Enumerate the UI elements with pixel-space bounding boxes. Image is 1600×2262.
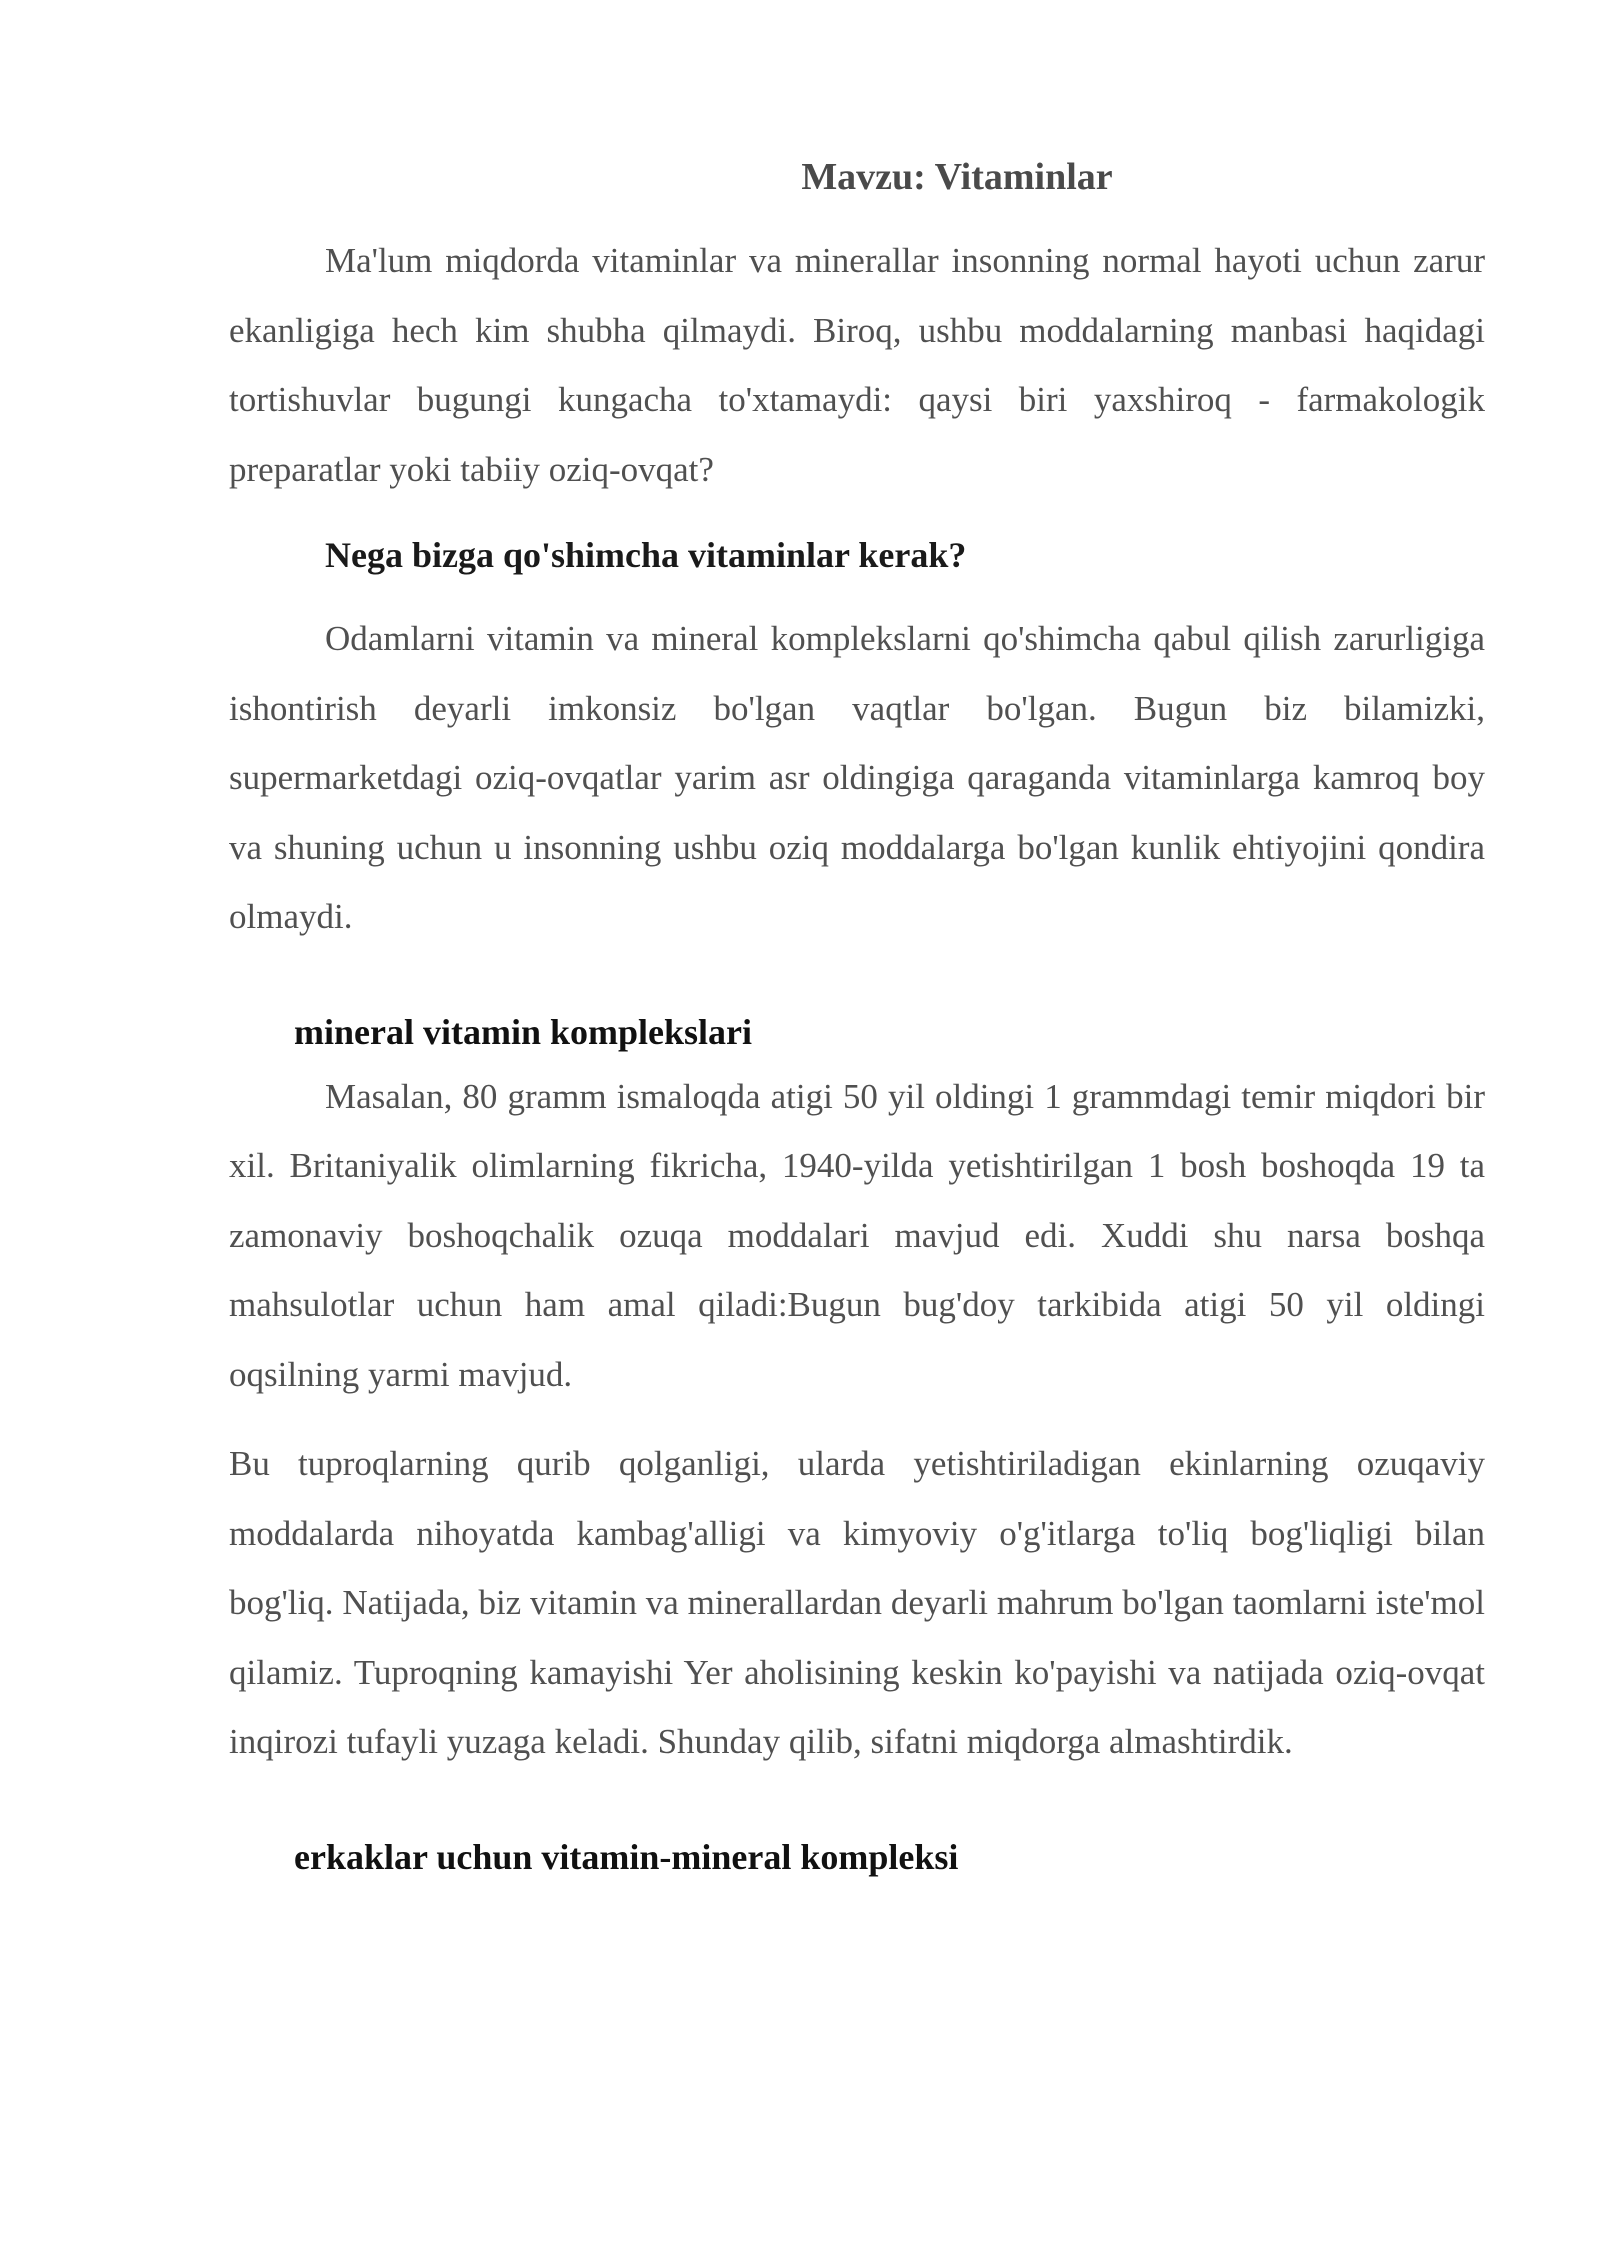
spacer bbox=[229, 952, 1485, 1002]
spacer bbox=[229, 504, 1485, 512]
page-title: Mavzu: Vitaminlar bbox=[801, 156, 1113, 198]
heading-men-complex: erkaklar uchun vitamin-mineral kompleksi bbox=[294, 1836, 959, 1877]
spacer bbox=[229, 1777, 1485, 1827]
paragraph-soil: Bu tuproqlarning qurib qolganligi, ularda yetishtiriladigan ekinlarning ozuqaviy moddalarda nihoyatda kambag'alligi va kimyoviy o'g'itlarga to'liq bog'liqligi bilan bog'liq. Natijada, biz vitamin va minerallardan deyarli mahrum bo'lgan taomlarni iste'mol qilamiz. Tuproqning kamayishi Yer aholisining keskin ko'payishi va natijada oziq-ovqat inqirozi tufayli yuzaga keladi. Shunday qilib, sifatni miqdorga almashtirdik. bbox=[229, 1444, 1485, 1761]
paragraph-example: Masalan, 80 gramm ismaloqda atigi 50 yil oldingi 1 grammdagi temir miqdori bir xil. Britaniyalik olimlarning fikricha, 1940-yilda yetishtirilgan 1 bosh boshoqda 19 ta zamonaviy boshoqchalik ozuqa moddalari mavjud edi. Xuddi shu narsa boshqa mahsulotlar uchun ham amal qiladi:Bugun bug'doy tarkibida atigi 50 yil oldingi oqsilning yarmi mavjud. bbox=[229, 1076, 1485, 1394]
heading-mineral-complexes: mineral vitamin komplekslari bbox=[294, 1011, 752, 1052]
paragraph-supplements: Odamlarni vitamin va mineral komplekslarni qo'shimcha qabul qilish zarurligiga ishontirish deyarli imkonsiz bo'lgan vaqtlar bo'lgan. Bugun biz bilamizki, supermarketdagi oziq-ovqatlar yarim asr oldingiga qaraganda vitaminlarga kamroq boy va shuning uchun u insonning ushbu oziq moddalarga bo'lgan kunlik ehtiyojini qondira olmaydi. bbox=[229, 619, 1485, 936]
spacer bbox=[229, 586, 1485, 604]
paragraph-intro: Ma'lum miqdorda vitaminlar va minerallar insonning normal hayoti uchun zarur ekanligiga hech kim shubha qilmaydi. Biroq, ushbu moddalarning manbasi haqidagi tortishuvlar bugungi kungacha to'xtamaydi: qaysi biri yaxshiroq - farmakologik preparatlar yoki tabiiy oziq-ovqat? bbox=[229, 241, 1485, 489]
document-content bbox=[229, 146, 1485, 1887]
spacer bbox=[229, 1409, 1485, 1429]
subheading-why-vitamins: Nega bizga qo'shimcha vitaminlar kerak? bbox=[325, 535, 967, 575]
